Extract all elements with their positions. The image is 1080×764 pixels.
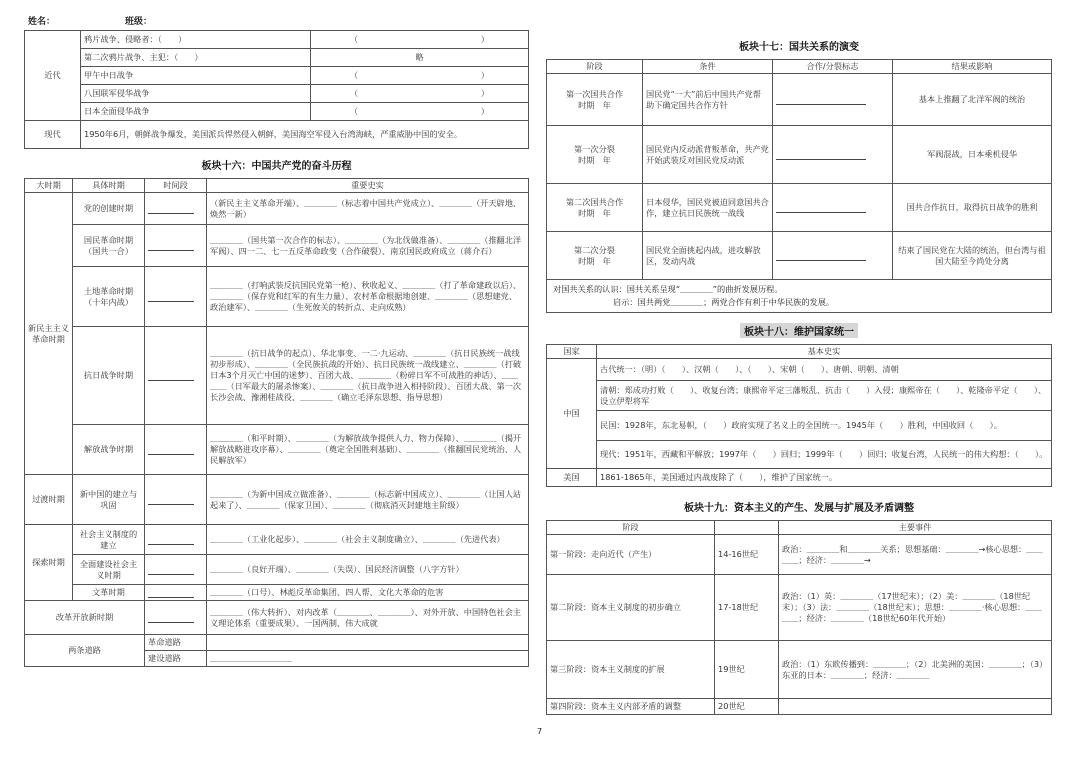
fill-blank[interactable] [776, 204, 866, 213]
event-cell: 日本全面侵华战争 [81, 103, 311, 121]
fill-blank[interactable] [148, 589, 194, 598]
sub-period-cell: 全面建设社会主义时期 [73, 555, 145, 585]
time-cell [145, 525, 207, 555]
mark-cell [773, 184, 893, 232]
mark-cell [773, 126, 893, 184]
stage-cell [547, 74, 643, 126]
name-label: 姓名： [28, 17, 56, 27]
stage-cell [547, 126, 643, 184]
cpc-history-table [24, 178, 529, 667]
sub-period-cell: 新中国的建立与巩固 [73, 475, 145, 525]
stage-name: 第一次分裂 [574, 143, 615, 154]
fill-blank[interactable] [776, 96, 866, 105]
page-number: 7 [537, 727, 543, 736]
event-cell: 八国联军侵华战争 [81, 85, 311, 103]
stage-cell [547, 232, 643, 280]
col-header: 具体时期 [73, 179, 145, 193]
facts-cell: ＿＿＿＿（国共第一次合作的标志）、＿＿＿＿（为北伐做准备）、＿＿＿＿（推翻北洋军阀）、四一二、七一五反革命政变（合作破裂）、南京国民政府成立（蒋介石） [207, 225, 529, 267]
event-cell: 鸦片战争、侵略者：（ ） [81, 31, 311, 49]
fill-blank[interactable] [148, 496, 194, 505]
facts-cell: ＿＿＿＿（工业化起步）、＿＿＿＿（社会主义制度确立）、＿＿＿＿（先进代表） [207, 525, 529, 555]
sub-period-cell: 党的创建时期 [73, 193, 145, 225]
section16-title: 板块十六：中国共产党的奋斗历程 [201, 161, 352, 172]
left-column [24, 14, 529, 667]
result-cell: 军阀混战，日本乘机侵华 [893, 126, 1052, 184]
time-cell: 17-18世纪 [715, 575, 779, 641]
stage-year: 时期 年 [578, 207, 611, 218]
detail-cell: （ ） [311, 67, 529, 85]
fill-blank[interactable] [148, 242, 194, 251]
stage-name: 第二次国共合作 [565, 196, 624, 207]
time-cell [145, 327, 207, 425]
events-cell: 政治：（1）东欧传播到：＿＿＿＿；（2）北美洲的美国：＿＿＿＿；（3）东亚的日本：＿＿＿＿；经济：＿＿＿＿ [779, 641, 1052, 699]
kmt-cpc-summary [546, 280, 1052, 313]
event-cell: 甲午中日战争 [81, 67, 311, 85]
invasion-table [24, 30, 529, 149]
events-cell: 政治：＿＿＿＿和＿＿＿＿关系；思想基础：＿＿＿＿→核心思想：＿＿＿＿；经济：＿＿＿＿→ [779, 535, 1052, 575]
fill-blank[interactable] [148, 536, 194, 545]
facts-cell: ＿＿＿＿（打响武装反抗国民党第一枪）、秋收起义、＿＿＿＿（打了革命建政以后）、＿＿＿＿（保存党和红军的有生力量）、农村革命根据地创建、＿＿＿＿（思想建党、政治建军）、＿＿＿＿（生死攸关的转折点、走向成熟） [207, 267, 529, 327]
events-cell [779, 699, 1052, 715]
summary-understanding: 对国共关系的认识：国共关系呈现“＿＿＿＿”的曲折发展历程。 [553, 284, 783, 295]
detail-cell: （ ） [311, 103, 529, 121]
fill-blank[interactable] [148, 614, 194, 623]
fill-blank[interactable] [148, 293, 194, 302]
sub-period-cell: 文革时期 [73, 585, 145, 601]
fill-blank[interactable] [148, 205, 194, 214]
stage-name: 第一次国共合作 [565, 88, 624, 99]
unification-table [546, 344, 1052, 487]
section18-title-wrap [546, 323, 1052, 338]
time-cell: 19世纪 [715, 641, 779, 699]
facts-cell: ＿＿＿＿（口号）、林彪反革命集团、四人帮、文化大革命的危害 [207, 585, 529, 601]
stage-cell: 第一阶段：走向近代（产生） [547, 535, 715, 575]
col-header: 阶段 [547, 60, 643, 74]
fill-blank[interactable] [776, 151, 866, 160]
col-header: 国家 [547, 345, 597, 359]
result-cell: 国共合作抗日，取得抗日战争的胜利 [893, 184, 1052, 232]
stage-name: 第二次分裂 [574, 244, 615, 255]
fact-cell: 1861-1865年，美国通过内战废除了（ ），维护了国家统一。 [597, 469, 1052, 487]
col-header: 基本史实 [597, 345, 1052, 359]
events-cell: 政治：（1）英：＿＿＿＿（17世纪末）；（2）美：＿＿＿＿（18世纪末）；（3）法：＿＿＿＿（18世纪末）；思想：＿＿＿＿·核心思想：＿＿＿＿；经济：＿＿＿＿（18世纪60年代开始） [779, 575, 1052, 641]
facts-cell: ＿＿＿＿（为新中国成立做准备）、＿＿＿＿（标志新中国成立）、＿＿＿＿（让国人站起来了）、＿＿＿＿（保家卫国）、＿＿＿＿（彻底消灭封建地主阶级） [207, 475, 529, 525]
condition-cell: 日本侵华，国民党被迫同意国共合作，建立抗日民族统一战线 [643, 184, 773, 232]
col-header: 条件 [643, 60, 773, 74]
event-cell: 1950年6月，朝鲜战争爆发，美国派兵悍然侵入朝鲜，美国海空军侵入台湾海峡，严重威胁中国的安全。 [81, 121, 529, 149]
facts-cell [207, 635, 529, 651]
stage-cell [547, 184, 643, 232]
sub-period-cell: 建设道路 [145, 651, 207, 667]
period-cell: 近代 [25, 31, 81, 121]
facts-cell: （新民主主义革命开端）、＿＿＿＿（标志着中国共产党成立）、＿＿＿＿（开天辟地、焕然一新） [207, 193, 529, 225]
capitalism-table [546, 520, 1052, 715]
time-cell [145, 585, 207, 601]
era-cell: 改革开放新时期 [25, 601, 145, 635]
condition-cell: 国民党内反动派背叛革命，共产党开始武装反对国民党反动派 [643, 126, 773, 184]
condition-cell: 国民党全面挑起内战，进攻解放区，发动内战 [643, 232, 773, 280]
era-cell: 探索时期 [25, 525, 73, 601]
facts-cell: ＿＿＿＿（伟大转折）、对内改革（＿＿＿＿、＿＿＿＿）、对外开放、中国特色社会主义理论体系（重要成果）、一国两制、伟大成就 [207, 601, 529, 635]
stage-cell: 第二阶段：资本主义制度的初步确立 [547, 575, 715, 641]
col-header: 重要史实 [207, 179, 529, 193]
sub-period-cell: 社会主义制度的建立 [73, 525, 145, 555]
facts-cell: ＿＿＿＿（良好开端）、＿＿＿＿（失误）、国民经济调整（八字方针） [207, 555, 529, 585]
time-cell [145, 601, 207, 635]
era-cell: 过渡时期 [25, 475, 73, 525]
class-label: 班级： [125, 17, 153, 27]
stage-cell: 第三阶段：资本主义制度的扩展 [547, 641, 715, 699]
result-cell: 结束了国民党在大陆的统治，但台湾与祖国大陆至今尚处分离 [893, 232, 1052, 280]
facts-cell: ＿＿＿＿（抗日战争的起点）、华北事变、一二·九运动、＿＿＿＿（抗日民族统一战线初步形成）、＿＿＿＿（全民族抗战的开始）、抗日民族统一战线建立、＿＿＿＿（打破日本3个月灭亡中国的迷梦）、百团大战、＿＿＿＿（粉碎日军不可战胜的神话）、＿＿＿＿（日军最大的屠杀惨案）、＿＿＿＿（抗日战争进入相持阶段）、百团大战、第一次长沙会战、豫湘桂战役、＿＿＿＿（确立毛泽东思想、指导思想） [207, 327, 529, 425]
time-cell [145, 225, 207, 267]
detail-cell: （ ） [311, 85, 529, 103]
student-info-line [24, 14, 529, 30]
fill-blank[interactable] [148, 446, 194, 455]
period-cell: 现代 [25, 121, 81, 149]
fact-cell: 民国：1928年，东北易帜，（ ）政府实现了名义上的全国统一。1945年（ ）胜利，中国收回（ ）。 [597, 411, 1052, 441]
section17-title: 板块十七：国共关系的演变 [739, 42, 859, 53]
era-cell: 新民主主义革命时期 [25, 193, 73, 475]
kmt-cpc-table [546, 59, 1052, 280]
section18-title: 板块十八：维护国家统一 [740, 323, 858, 338]
col-header: 时间段 [145, 179, 207, 193]
section19-title: 板块十九：资本主义的产生、发展与扩展及矛盾调整 [684, 503, 914, 515]
fact-cell: 现代：1951年，西藏和平解放；1997年（ ）回归；1999年（ ）回归；收复台湾，人民统一的伟大构想：（ ）。 [597, 441, 1052, 469]
stage-year: 时期 年 [578, 99, 611, 110]
fill-blank[interactable] [148, 372, 194, 381]
result-cell: 基本上推翻了北洋军阀的统治 [893, 74, 1052, 126]
facts-cell: ＿＿＿＿（和平时期）、＿＿＿＿（为解放战争提供人力、物力保障）、＿＿＿＿（揭开解放战略进攻序幕）、＿＿＿＿（奠定全国胜利基础）、＿＿＿＿（推翻国民党统治、人民解放军） [207, 425, 529, 475]
detail-cell: （ ） [311, 31, 529, 49]
fill-blank[interactable] [776, 252, 866, 261]
time-cell [145, 193, 207, 225]
col-header: 主要事件 [779, 521, 1052, 535]
time-cell: 14-16世纪 [715, 535, 779, 575]
mark-cell [773, 232, 893, 280]
col-header: 结果或影响 [893, 60, 1052, 74]
col-header: 阶段 [547, 521, 715, 535]
sub-period-cell: 革命道路 [145, 635, 207, 651]
time-cell [145, 555, 207, 585]
col-header: 合作/分裂标志 [773, 60, 893, 74]
time-cell: 20世纪 [715, 699, 779, 715]
mark-cell [773, 74, 893, 126]
stage-cell: 第四阶段：资本主义内部矛盾的调整 [547, 699, 715, 715]
fact-cell: 古代统一：（明）（ ）、汉朝（ ）、（ ）、宋朝（ ）、唐朝、明朝、清朝 [597, 359, 1052, 381]
time-cell [145, 267, 207, 327]
stage-year: 时期 年 [578, 154, 611, 165]
era-cell: 两条道路 [25, 635, 145, 667]
detail-cell: 略 [311, 49, 529, 67]
right-column [546, 34, 1052, 715]
col-header: 大时期 [25, 179, 73, 193]
sub-period-cell: 抗日战争时期 [73, 327, 145, 425]
country-cell: 中国 [547, 359, 597, 469]
time-cell [145, 425, 207, 475]
sub-period-cell: 国民革命时期（国共一合） [73, 225, 145, 267]
event-cell: 第二次鸦片战争、主犯：（ ） [81, 49, 311, 67]
condition-cell: 国民党“一大”前后中国共产党帮助下确定国共合作方针 [643, 74, 773, 126]
col-header [715, 521, 779, 535]
stage-year: 时期 年 [578, 255, 611, 266]
fact-cell: 清朝：郑成功打败（ ）、收复台湾；康熙帝平定三藩叛乱、抗击（ ）入侵；康熙帝在（ ）、乾隆帝平定（ ）、设立伊犁将军 [597, 381, 1052, 411]
fill-blank[interactable] [148, 566, 194, 575]
time-cell [145, 475, 207, 525]
sub-period-cell: 土地革命时期（十年内战） [73, 267, 145, 327]
summary-insight: 启示：国共两党＿＿＿＿；两党合作有利于中华民族的发展。 [613, 297, 835, 308]
sub-period-cell: 解放战争时期 [73, 425, 145, 475]
facts-cell: ＿＿＿＿＿＿＿＿＿＿ [207, 651, 529, 667]
country-cell: 美国 [547, 469, 597, 487]
